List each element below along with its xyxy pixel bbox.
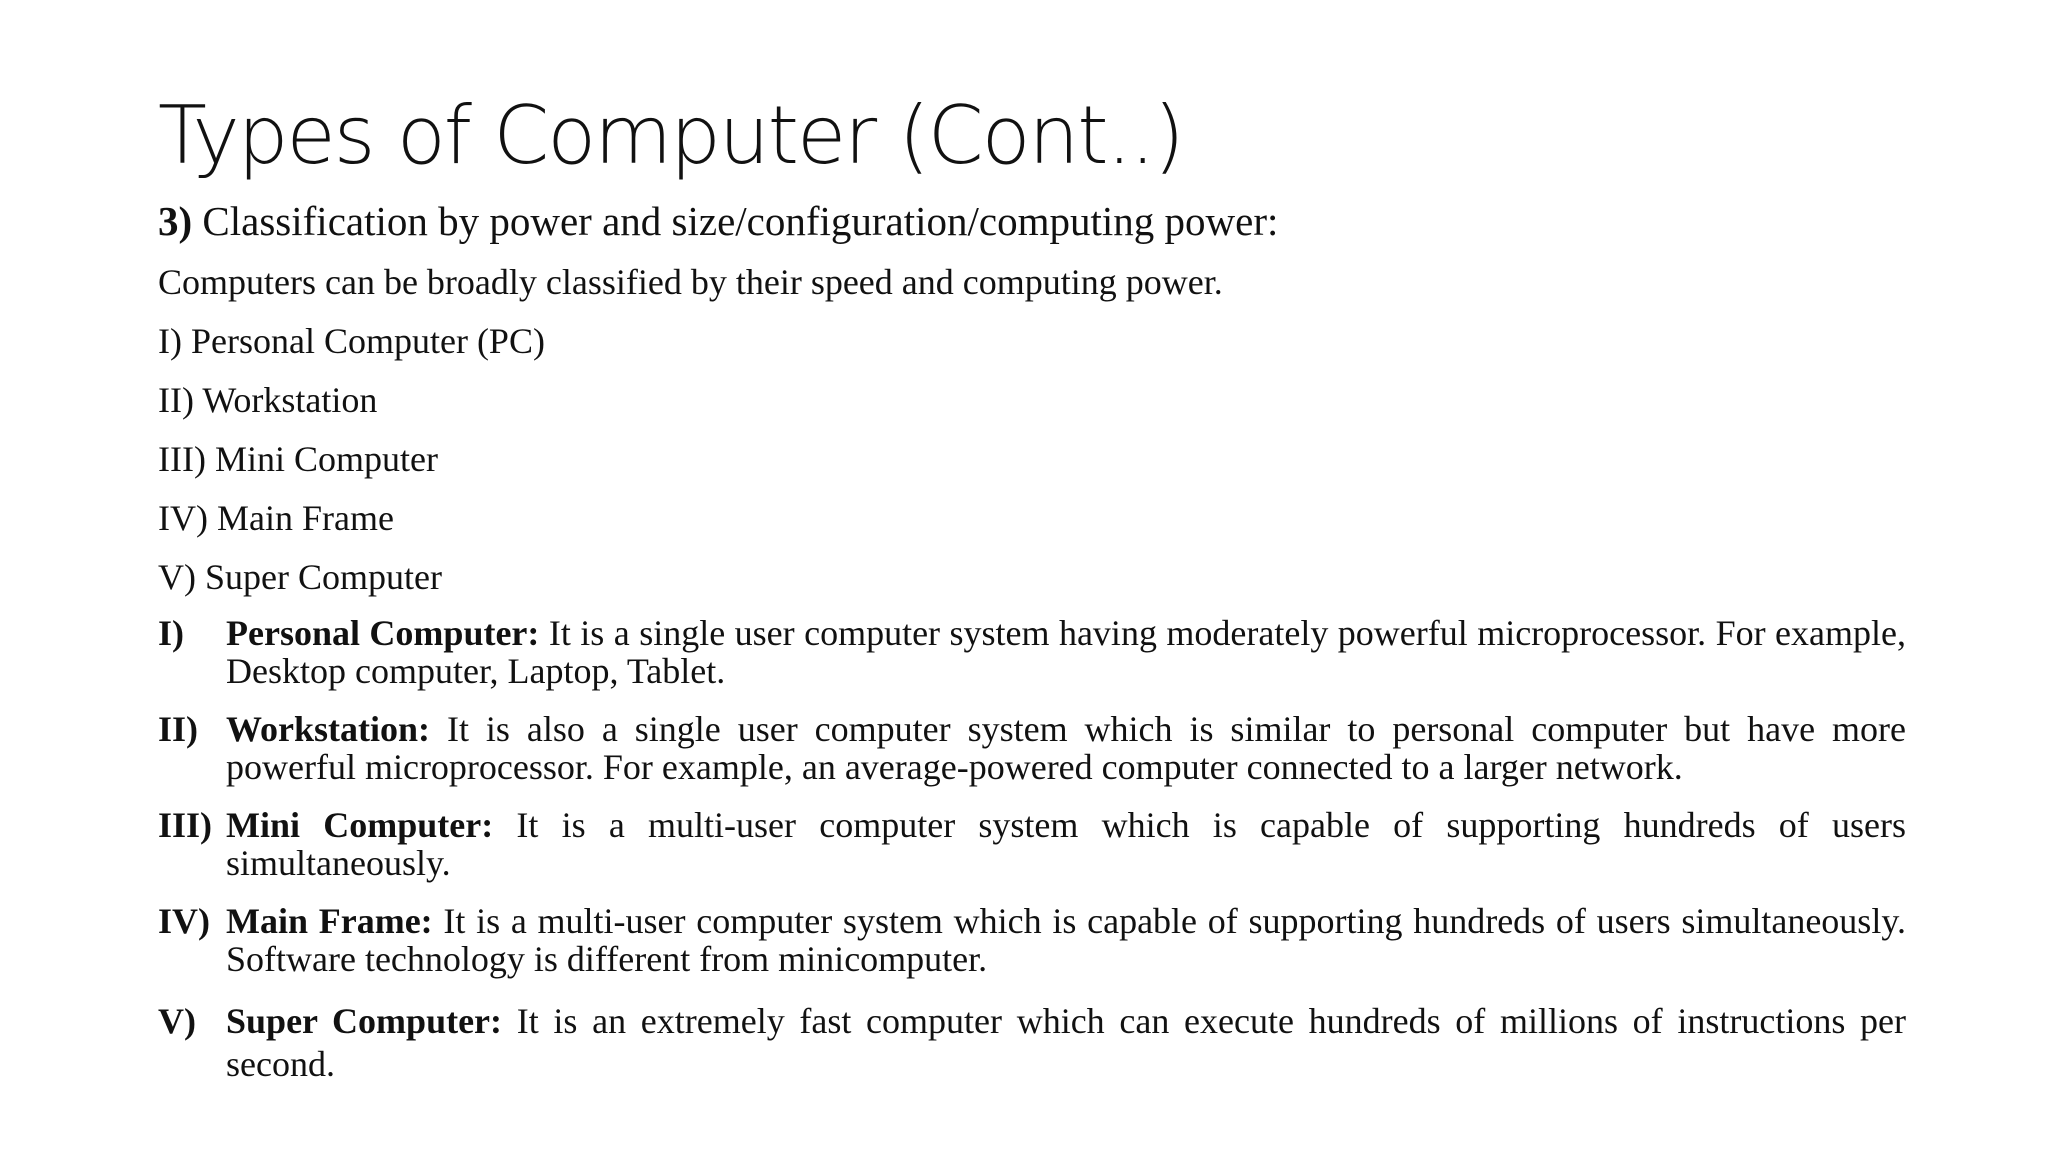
intro-text: Computers can be broadly classified by their speed and computing power.: [158, 262, 1223, 302]
definition-marker: IV): [158, 901, 210, 941]
definition-mini-computer: [158, 806, 1906, 882]
list-item-personal-computer: I) Personal Computer (PC): [158, 321, 545, 361]
definition-text: It is a multi-user computer system which is capable of supporting hundreds of users simultaneously.: [226, 805, 1906, 883]
definition-body: [226, 710, 1906, 786]
list-item-main-frame: IV) Main Frame: [158, 498, 394, 538]
definition-body: [226, 1000, 1906, 1086]
definition-body: [226, 902, 1906, 978]
definition-marker: V): [158, 1001, 196, 1041]
slide-title: Types of Computer (Cont..): [158, 89, 1183, 182]
list-item-workstation: II) Workstation: [158, 380, 378, 420]
definition-text: It is a multi-user computer system which is capable of supporting hundreds of users simultaneously. Software technology is different from minicomputer.: [226, 901, 1906, 979]
definition-marker: I): [158, 613, 184, 653]
definition-text: It is an extremely fast computer which can execute hundreds of millions of instructions per second.: [226, 1001, 1906, 1084]
definition-text: It is a single user computer system having moderately powerful microprocessor. For example, Desktop computer, Laptop, Tablet.: [226, 613, 1906, 691]
definition-term: Main Frame:: [226, 901, 433, 941]
definition-super-computer: [158, 1000, 1906, 1086]
definition-body: [226, 806, 1906, 882]
definition-term: Super Computer:: [226, 1001, 503, 1041]
list-item-mini-computer: III) Mini Computer: [158, 439, 438, 479]
classification-heading: [158, 196, 1278, 246]
definition-personal-computer: [158, 614, 1906, 690]
list-item-super-computer: V) Super Computer: [158, 557, 442, 597]
definition-body: [226, 614, 1906, 690]
definition-term: Workstation:: [226, 709, 431, 749]
heading-number: 3): [158, 198, 193, 244]
definition-term: Personal Computer:: [226, 613, 540, 653]
definition-term: Mini Computer:: [226, 805, 494, 845]
definition-text: It is also a single user computer system which is similar to personal computer but have more powerful microprocessor. For example, an average-powered computer connected to a larger network.: [226, 709, 1906, 787]
definition-workstation: [158, 710, 1906, 786]
definition-marker: II): [158, 709, 199, 749]
definition-marker: III): [158, 805, 213, 845]
definition-main-frame: [158, 902, 1906, 978]
heading-text: Classification by power and size/configuration/computing power:: [192, 198, 1279, 244]
